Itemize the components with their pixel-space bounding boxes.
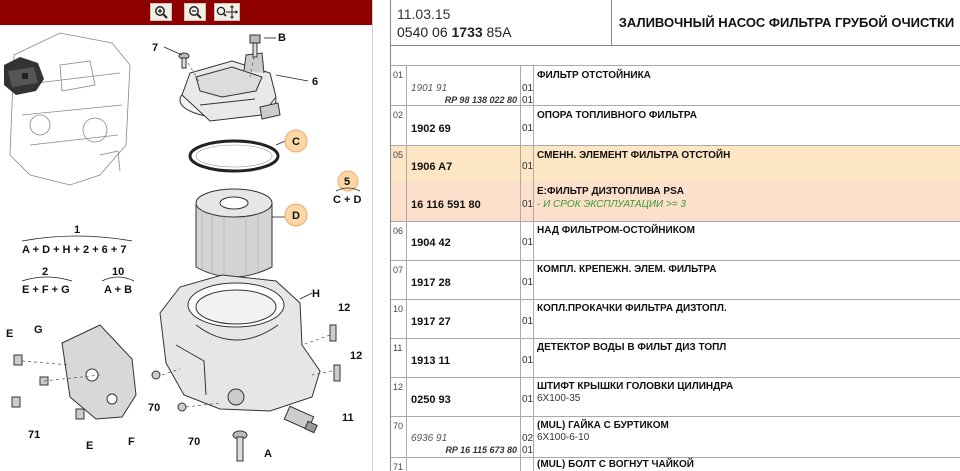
pump-highlight-thumbnail [4,57,44,95]
label-12-lower: 12 [350,350,363,362]
label-c: C [292,136,300,148]
row-ref[interactable]: 1917 28 [411,277,451,289]
row-num: 71 [391,458,407,471]
table-row[interactable] [391,106,960,146]
row-ref-italic: 6936 91 [411,433,448,444]
label-70-lower: 70 [188,436,201,448]
filter-housing-h [160,275,320,411]
row-desc: КОПЛ.ПРОКАЧКИ ФИЛЬТРА ДИЗТОПЛ. [537,303,727,314]
label-h: H [312,288,320,300]
header-meta [391,0,612,46]
table-row[interactable] [391,378,960,417]
header-code-suffix: 85A [482,24,512,40]
table-row[interactable] [391,339,960,378]
label-1: 1 [74,224,81,236]
table-row[interactable] [391,417,960,458]
table-row[interactable] [391,300,960,339]
row-qty: 01 [522,83,534,94]
label-b: B [278,32,286,44]
row-note: - И СРОК ЭКСПЛУАТАЦИИ >= 3 [537,199,686,210]
row-desc: СМЕНН. ЭЛЕМЕНТ ФИЛЬТРА ОТСТОЙН [537,150,731,161]
zoom-out-button[interactable] [184,3,206,21]
label-7: 7 [152,42,159,54]
row-num: 11 [391,339,407,377]
header-code-bold: 1733 [451,24,483,40]
label-e-lower: E [86,440,94,452]
pane-separator[interactable] [372,0,390,471]
label-e-upper: E [6,328,14,340]
header-date: 11.03.15 [397,6,451,22]
label-2-formula: E + F + G [22,284,70,296]
label-11: 11 [342,412,354,424]
parts-list-header [391,0,960,46]
bracket-f [62,325,136,419]
page-title: ЗАЛИВОЧНЫЙ НАСОС ФИЛЬТРА ГРУБОЙ ОЧИСТКИ [618,15,955,30]
filter-cartridge-d [196,189,272,277]
label-1-formula: A + D + H + 2 + 6 + 7 [22,244,127,256]
row-qty: 01 [522,355,534,366]
label-g: G [34,324,43,336]
row-desc: НАД ФИЛЬТРОМ-ОСТОЙНИКОМ [537,225,695,236]
screw-a [233,431,247,461]
table-row-highlighted[interactable] [391,182,960,222]
row-ref[interactable]: 1913 11 [411,355,451,367]
header-spacer [391,46,960,66]
screw-7 [179,53,189,68]
row-ref[interactable]: 1902 69 [411,123,451,135]
row-desc: ОПОРА ТОПЛИВНОГО ФИЛЬТРА [537,110,697,121]
row-qty: 01 [522,394,534,405]
zoom-in-button[interactable] [150,3,172,21]
row-ref[interactable]: 0250 93 [411,394,451,406]
o-ring-c [190,141,278,171]
row-qty: 01 [522,237,534,248]
row-num: 70 [391,417,407,457]
label-5: 5 [344,176,351,188]
label-6: 6 [312,76,319,88]
row-qty: 01 [522,123,534,134]
parts-list-pane [390,0,960,471]
zoom-in-icon [154,5,168,19]
row-desc-sub: 6X100-6-10 [537,432,590,443]
row-desc: (MUL) ГАЙКА С БУРТИКОМ [537,420,669,431]
engine-thumbnail [10,33,130,185]
table-row[interactable] [391,66,960,106]
row-ref[interactable]: 1917 27 [411,316,451,328]
table-row[interactable] [391,458,960,471]
row-ref-rp[interactable]: RP 98 138 022 80 [444,95,517,105]
filter-head-cover [180,53,280,121]
row-ref[interactable]: 1904 42 [411,237,451,249]
row-ref-italic: 1901 91 [411,83,448,94]
header-code [397,24,511,40]
row-num: 02 [391,106,407,145]
exploded-view-drawing [0,25,372,471]
label-a: A [264,448,272,460]
label-71: 71 [28,429,41,441]
table-row-highlighted[interactable] [391,146,960,182]
row-desc: КОМПЛ. КРЕПЕЖН. ЭЛЕМ. ФИЛЬТРА [537,264,717,275]
pan-button[interactable] [214,3,240,21]
row-desc-sub: 6X100-35 [537,393,581,404]
pan-move-icon [216,5,238,19]
row-num: 06 [391,222,407,260]
water-sensor-11 [284,406,317,432]
row-ref[interactable]: 1906 A7 [411,161,453,173]
row-desc: ДЕТЕКТОР ВОДЫ В ФИЛЬТ ДИЗ ТОПЛ [537,342,727,353]
row-qty: 02 [522,433,534,444]
row-qty-rp: 01 [522,95,534,106]
header-code-prefix: 0540 06 [397,24,452,40]
row-qty: 01 [522,199,534,210]
row-num: 07 [391,261,407,299]
row-num: 05 [391,146,407,182]
label-d: D [292,210,300,222]
table-row[interactable] [391,222,960,261]
label-c-plus-d: C + D [333,194,362,206]
table-row[interactable] [391,261,960,300]
diagram-toolbar [0,0,372,25]
row-desc: ШТИФТ КРЫШКИ ГОЛОВКИ ЦИЛИНДРА [537,381,734,392]
row-desc: (MUL) БОЛТ С ВОГНУТ ЧАЙКОЙ [537,459,694,470]
row-num: 10 [391,300,407,338]
row-num: 12 [391,378,407,416]
label-10-formula: A + B [104,284,133,296]
row-qty: 01 [522,161,534,172]
label-f: F [128,436,135,448]
row-desc: ФИЛЬТР ОТСТОЙНИКА [537,70,651,81]
row-num: 01 [391,66,407,105]
row-desc: E:ФИЛЬТР ДИЗТОПЛИВА PSA [537,186,684,197]
label-2: 2 [42,266,49,278]
label-70-upper: 70 [148,402,161,414]
row-ref-rp[interactable]: RP 16 115 673 80 [445,445,517,455]
exploded-diagram-pane [0,0,372,471]
label-10: 10 [112,266,125,278]
zoom-out-icon [188,5,202,19]
row-qty: 01 [522,277,534,288]
label-12-upper: 12 [338,302,351,314]
row-ref[interactable]: 16 116 591 80 [411,199,481,211]
row-qty: 01 [522,316,534,327]
row-qty-rp: 01 [522,445,534,456]
